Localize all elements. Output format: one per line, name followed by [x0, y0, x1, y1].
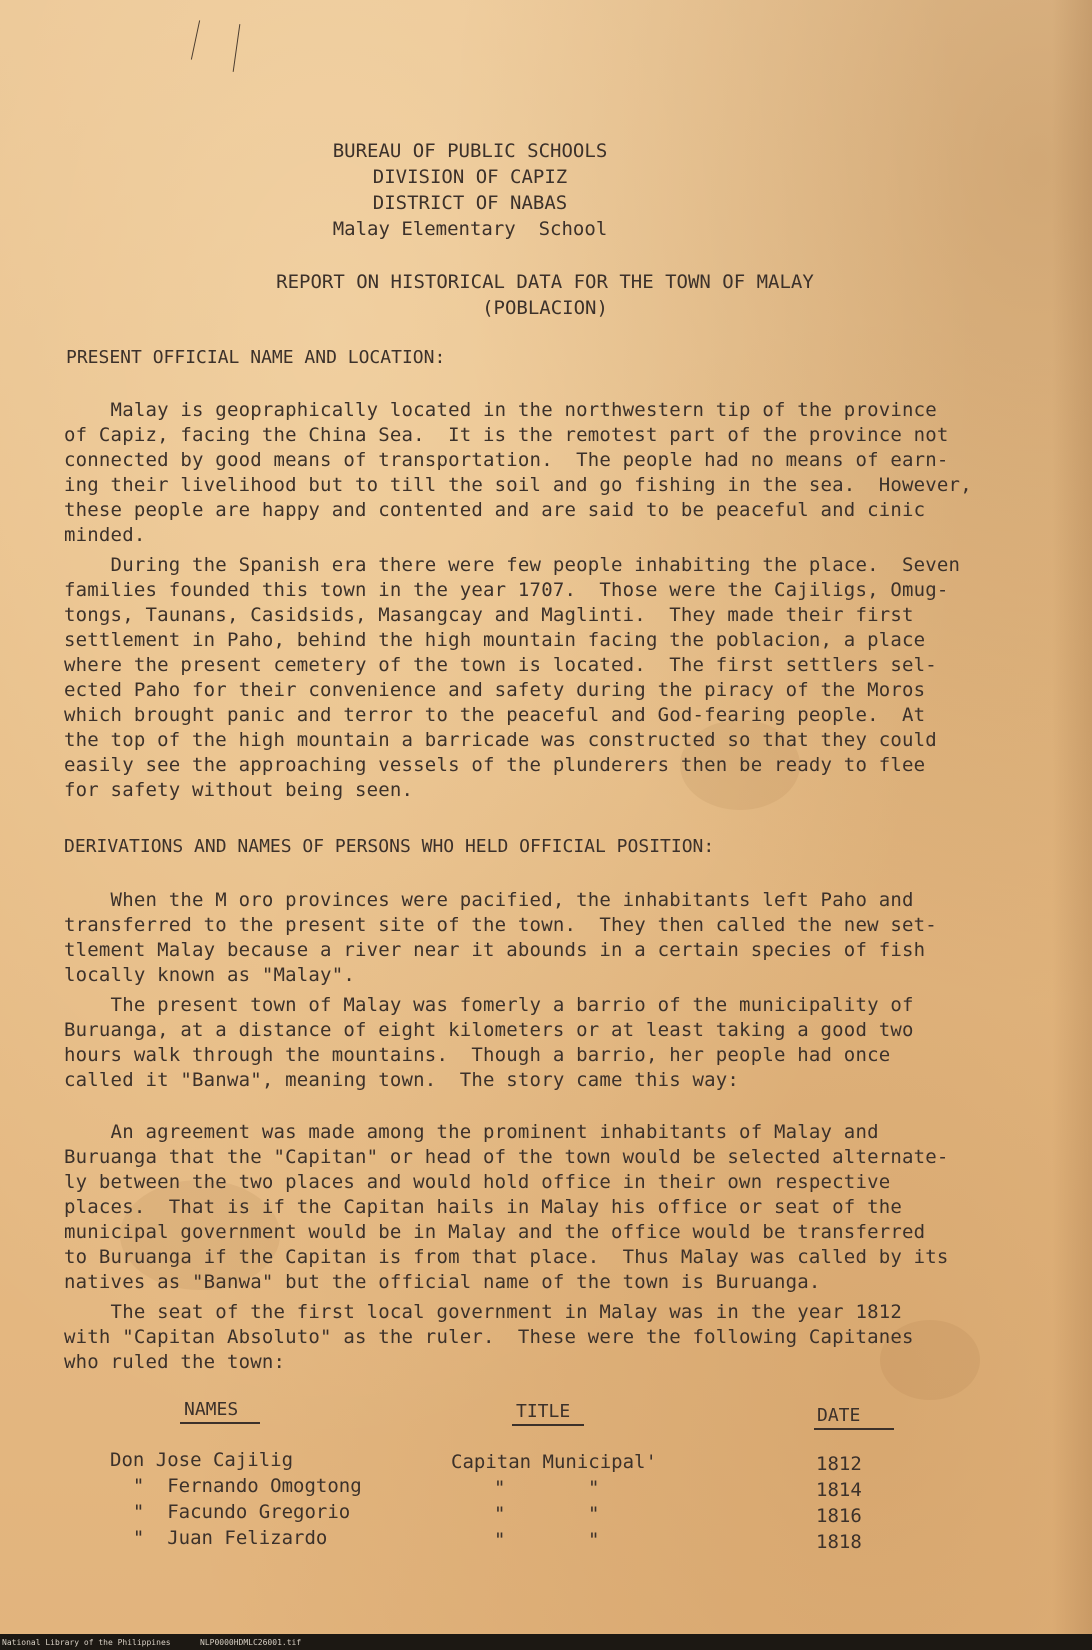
body-line: ing their livelihood but to till the soil and go fishing in the sea. However,	[64, 474, 972, 496]
table-cell-name: " Facundo Gregorio	[110, 1501, 351, 1523]
body-line: transferred to the present site of the town. They then called the new set-	[64, 914, 937, 936]
footer-file-name: NLP0000HDMLC26001.tif	[200, 1638, 302, 1647]
body-line: easily see the approaching vessels of the plunderers then be ready to flee	[64, 754, 926, 776]
table-cell-title-ditto: "	[588, 1477, 600, 1499]
table-cell-name: " Fernando Omogtong	[110, 1475, 362, 1497]
table-cell-title-ditto: "	[588, 1529, 600, 1551]
body-line: Malay is geopraphically located in the northwestern tip of the province	[64, 399, 937, 421]
header-underline	[814, 1428, 894, 1430]
scan-footer	[0, 1634, 1092, 1650]
body-line: called it "Banwa", meaning town. The story came this way:	[64, 1069, 740, 1091]
section-heading-derivations: DERIVATIONS AND NAMES OF PERSONS WHO HELD OFFICIAL POSITION:	[64, 836, 715, 857]
body-line: Buruanga that the "Capitan" or head of the town would be selected alternate-	[64, 1146, 949, 1168]
body-line: with "Capitan Absoluto" as the ruler. These were the following Capitanes	[64, 1326, 914, 1348]
table-header-names: NAMES	[184, 1399, 239, 1420]
body-line: municipal government would be in Malay and the office would be transferred	[64, 1221, 926, 1243]
body-line: for safety without being seen.	[64, 779, 414, 801]
body-line: to Buruanga if the Capitan is from that place. Thus Malay was called by its	[64, 1246, 949, 1268]
section-heading-location: PRESENT OFFICIAL NAME AND LOCATION:	[66, 347, 446, 368]
body-line: tongs, Taunans, Casidsids, Masangcay and Maglinti. They made their first	[64, 604, 914, 626]
body-line: these people are happy and contented and are said to be peaceful and cinic	[64, 499, 926, 521]
header-underline	[180, 1422, 260, 1424]
table-cell-title-ditto: "	[588, 1503, 600, 1525]
table-cell-name: " Juan Felizardo	[110, 1527, 328, 1549]
body-line: natives as "Banwa" but the official name of the town is Buruanga.	[64, 1271, 821, 1293]
pen-mark	[233, 24, 241, 72]
table-header-title: TITLE	[516, 1401, 571, 1422]
table-cell-date: 1818	[816, 1531, 862, 1553]
table-cell-title: "	[494, 1529, 506, 1551]
body-line: ected Paho for their convenience and safety during the piracy of the Moros	[64, 679, 926, 701]
table-cell-title: Capitan Municipal'	[451, 1451, 657, 1473]
header-underline	[512, 1424, 584, 1426]
table-cell-title: "	[494, 1477, 506, 1499]
body-line: the top of the high mountain a barricade was constructed so that they could	[64, 729, 937, 751]
page-edge-shadow	[1052, 0, 1092, 1650]
report-title: REPORT ON HISTORICAL DATA FOR THE TOWN OF MALAY	[276, 271, 814, 293]
body-line: where the present cemetery of the town is located. The first settlers sel-	[64, 654, 937, 676]
body-line: minded.	[64, 524, 146, 546]
pen-mark	[191, 20, 200, 59]
body-line: families founded this town in the year 1707. Those were the Cajiligs, Omug-	[64, 579, 949, 601]
table-cell-name: Don Jose Cajilig	[110, 1449, 294, 1471]
table-header-date: DATE	[817, 1405, 861, 1426]
header-bureau: BUREAU OF PUBLIC SCHOOLS	[332, 140, 608, 162]
body-line: locally known as "Malay".	[64, 964, 355, 986]
body-line: hours walk through the mountains. Though a barrio, her people had once	[64, 1044, 891, 1066]
table-cell-title: "	[494, 1503, 506, 1525]
body-line: When the M oro provinces were pacified, the inhabitants left Paho and	[64, 889, 914, 911]
header-division: DIVISION OF CAPIZ	[372, 166, 568, 188]
body-line: which brought panic and terror to the peaceful and God-fearing people. At	[64, 704, 926, 726]
body-line: An agreement was made among the prominent inhabitants of Malay and	[64, 1121, 879, 1143]
body-line: The seat of the first local government in Malay was in the year 1812	[64, 1301, 903, 1323]
body-line: ly between the two places and would hold office in their own respective	[64, 1171, 891, 1193]
body-line: Buruanga, at a distance of eight kilometers or at least taking a good two	[64, 1019, 914, 1041]
footer-library-name: National Library of the Philippines	[2, 1638, 171, 1647]
report-subtitle: (POBLACION)	[482, 297, 608, 319]
table-cell-date: 1814	[816, 1479, 862, 1501]
body-line: settlement in Paho, behind the high mountain facing the poblacion, a place	[64, 629, 926, 651]
header-district: DISTRICT OF NABAS	[372, 192, 568, 214]
body-line: tlement Malay because a river near it abounds in a certain species of fish	[64, 939, 926, 961]
body-line: places. That is if the Capitan hails in Malay his office or seat of the	[64, 1196, 903, 1218]
body-line: connected by good means of transportation. The people had no means of earn-	[64, 449, 949, 471]
table-cell-date: 1816	[816, 1505, 862, 1527]
table-cell-date: 1812	[816, 1453, 862, 1475]
body-line: During the Spanish era there were few people inhabiting the place. Seven	[64, 554, 961, 576]
body-line: who ruled the town:	[64, 1351, 286, 1373]
body-line: of Capiz, facing the China Sea. It is the remotest part of the province not	[64, 424, 949, 446]
body-line: The present town of Malay was fomerly a barrio of the municipality of	[64, 994, 914, 1016]
header-school: Malay Elementary School	[332, 218, 608, 240]
